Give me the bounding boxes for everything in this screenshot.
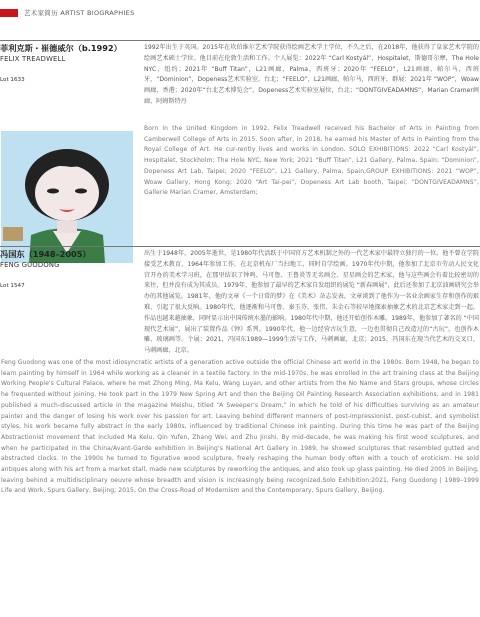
artwork-right-eye (75, 189, 87, 194)
entry-divider (0, 40, 480, 41)
bio-chinese: 1992年出生于英国。2015年在坎伯维尔艺术学院获得绘画艺术学士学位，不久之后，在2018年，他获得了皇家艺术学院的绘画艺术硕士学位。他目前在伦敦生活和工作。个人展览：2022年 “Carl Kostyál”，Hospitalet，斯德哥尔摩，The Hole NYC，纽约；2021年 “Buff Titan”，L21画廊，Palma，西班牙；2020年 “FEELO”，L21画廊，帕尔马，西班牙，“Dominion”，Dopeness艺术实验室，台北；“FEELO”，L21画廊，帕尔马，西班牙，群展：2021年 “WOP”，Woaw画廊，香港；2020年“台北艺术博览会”，Dopeness艺术实验室展位，台北；“DONTGIVEADAMNS”，Marian Cramer画廊，阿姆斯特丹 (144, 44, 479, 105)
lot-number: Lot 1547 (0, 283, 25, 289)
artist-heading (0, 43, 122, 85)
entry-divider (0, 246, 480, 247)
artist-heading (0, 249, 91, 291)
header-title: 艺术家简历 ARTIST BIOGRAPHIES (24, 9, 135, 17)
bio-chinese: 出生于1948年，2005年逝世，是1980年代活跃于中国官方艺术机制之外的一代艺术家中最特立独行的一位。他不曾在学院接受艺术教育，1964年参加工作，在北京机布厂当扫地工，同时自学绘画。1970年代中期，他参加了北京市劳动人民文化宫开办的美术学习班，在那里结识了钟鸣、马可鲁、王鲁炎等无名画会、星星画会的艺术家，他与这些画会有着比较密切的来往，但并没有成为其成员。1979年，他参加了最早的艺术家自发组织的展览 “新春画展”，此后还参加了北京油画研究会举办的其他展览。1981年，他的文章《一个日常的梦》在《美术》杂志发表，文章谈到了他作为一名业余画家生存和创作的艰难，引起了很大反响。1980年代，他逐渐和马可鲁、秦玉芬、张伟、朱金石等较早地探索抽象艺术的北京艺术家走到一起，作品也越来越抽象，同时显示出中国传统水墨的影响。1980年代中期，他还开始创作木雕。1989年，他参加了著名的 “中国现代艺术展”，展出了装置作品《钟》系列。1990年代，他一边经营古玩生意，一边也贯彻自己改造过的“古玩”，也创作木雕、玻璃画等。个展：2021，冯国东1989—1999生活与工作，马刺画廊，北京；2015，冯国东在现当代艺术的交叉口，马刺画廊，北京。 (144, 250, 479, 355)
artist-name-en: FENG GUODONG (0, 261, 60, 269)
artist-entry-felix-treadwell (0, 40, 480, 240)
page-header (0, 7, 480, 21)
bio-english: Feng Guodong was one of the most idiosyncratic artists of a generation active outside the official Chinese art world in the 1980s. Born 1948, he began to learn painting by himself in 1964 while working as a cleaner in a textile factory. In the mid-1970s, he was enrolled in the art training class at the Beijing Working People's Cultural Palace, where he met Zhong Ming, Ma Kelu, Wang Luyan, and other artists from the No Name and Stars groups, whose circles he frequented without joining. He took part in the 1979 New Spring Art and then the Beijing Oil Painting Research Association exhibitions, and in 1981 published a much-discussed article in the magazine Meishu, titled “A Sweeper's Dream,” in which he told of his difficulties surviving as an amateur painter and the danger of losing his work over his passion for art. Leaving behind different manners of post-impressionist, post-cubist, and symbolist styles, his work became fully abstract in the early 1980s, influenced by traditional Chinese ink painting. During this time he was part of the Beijing Abstractionist movement that included Ma Kelu, Qin Yufen, Zhang Wei, and Zhu Jinshi. By mid-decade, he was making his first wood sculptures, and when he participated in the China/Avant-Garde exhibition in Beijing's National Art Gallery in 1989, he showed sculptures that resembled gutted and abstracted clocks. In the 1990s he turned to figurative wood sculpture, freely reshaping the human body often with a touch of eroticism. He sold antiques along with his art from a market stall, made new sculptures by reworking the antiques, and also took up glass painting. He died 2005 in Beijing, leaving behind a multidisciplinary oeuvre whose breadth and vision is increasingly being recognized.Solo Exhibition:2021, Feng Guodong | 1989–1999 Life and Work, Spurs Gallery, Beijing; 2015, On the Cross-Road of Modernism and the Contemporary, Spurs Gallery, Beijing. (1, 359, 479, 495)
artist-entry-feng-guodong (0, 246, 480, 616)
artist-name-cn: 冯国东（1948–2005） (0, 249, 91, 259)
artwork-image (1, 131, 133, 263)
bio-english: Born in the United Kingdom in 1992, Felix Treadwell received his Bachelor of Arts in Painting from Camberwell College of Arts in 2015. Soon after, in 2018, he earned his Master of Arts in Painting from the Royal College of Art. He cur-rently lives and works in London. SOLO EXHIBITIONS: 2022 “Carl Kostyál”, Hospitalet, Stockholm; The Hole NYC, New York; 2021 “Buff Titan”, L21 Gallery, Palma, Spain; “Dominion”, Dopeness Art Lab, Taipei; 2020 “FEELO”, L21 Gallery, Palma, Spain,GROUP EXHIBITIONS: 2021 “WOP”, Woaw Gallery, Hong Kong; 2020 “Art Tai-pei”, Dopeness Art Lab booth, Taipei; “DONTGIVEADAMNS”, Gallerie Marian Cramer, Amsterdam; (144, 125, 479, 197)
header-accent-mark (0, 9, 18, 17)
artist-name-cn: 菲利克斯・崔德威尔（b.1992） (0, 43, 122, 53)
artwork-portrait-illustration (1, 131, 133, 263)
artwork-left-eye (47, 189, 59, 194)
lot-number: Lot 1633 (0, 77, 25, 83)
artwork-sign (3, 227, 23, 241)
artist-name-en: FELIX TREADWELL (0, 55, 66, 63)
artwork-face (35, 165, 99, 221)
